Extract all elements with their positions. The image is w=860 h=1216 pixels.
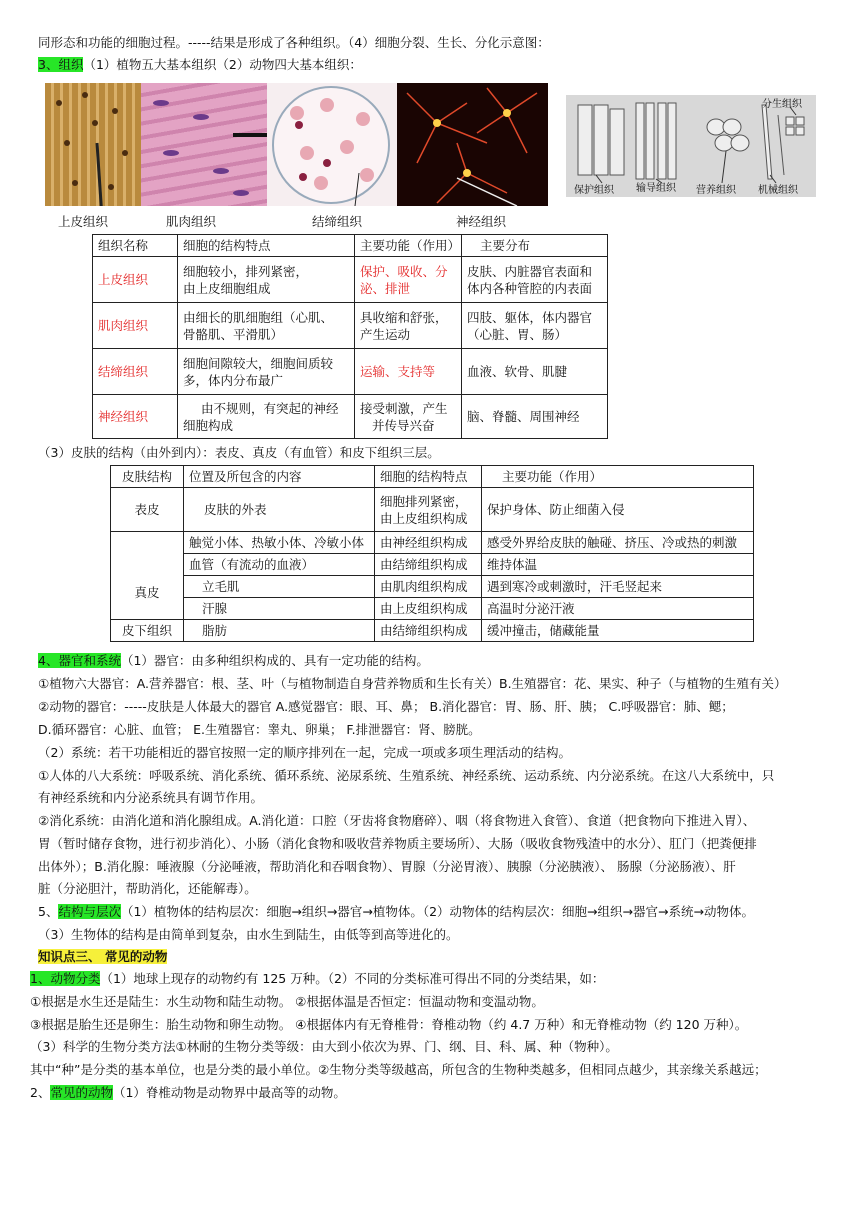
table-row [111, 554, 754, 576]
caption-nerve: 神经组织 [456, 214, 507, 229]
nerve-tissue-photo [397, 83, 548, 206]
skin-structure: 由神经组织构成 [375, 532, 482, 554]
common-animals-heading: 2、常见的动物（1）脊椎动物是动物界中最高等的动物。 [30, 1085, 346, 1100]
header-cell: 主要功能（作用） [482, 466, 754, 488]
section-3-heading: 3、组织（1）植物五大基本组织（2）动物四大基本组织： [38, 57, 362, 72]
header-cell: 细胞的结构特点 [178, 235, 355, 257]
table-row [111, 488, 754, 532]
text-line: （3）生物体的结构是由简单到复杂，由水生到陆生，由低等到高等进化的。 [38, 927, 459, 942]
skin-structure: 由肌肉组织构成 [375, 576, 482, 598]
section-4-heading: 4、器官和系统（1）器官：由多种组织构成的、具有一定功能的结构。 [38, 653, 429, 668]
table-row [93, 349, 608, 395]
text-line: ①人体的八大系统：呼吸系统、消化系统、循环系统、泌尿系统、生殖系统、神经系统、运动系统、内分泌系统。在这八大系统中，只 [38, 768, 775, 783]
header-cell: 位置及所包含的内容 [184, 466, 375, 488]
epithelial-tissue-photo [45, 83, 141, 206]
table-header-row [111, 466, 754, 488]
table-row [93, 303, 608, 349]
text-line: 其中“种”是分类的基本单位，也是分类的最小单位。②生物分类等级越高，所包含的生物种类越多，但相同点越少，其亲缘关系越远； [30, 1062, 767, 1077]
text-line: （3）科学的生物分类方法①林耐的生物分类等级：由大到小依次为界、门、纲、目、科、属、种（物种）。 [30, 1039, 618, 1054]
table-row [93, 395, 608, 439]
text-line: ①植物六大器官：A.营养器官：根、茎、叶（与植物制造自身营养物质和生长有关）B.生殖器官：花、果实、种子（与植物的生殖有关） [38, 676, 787, 691]
skin-content: 汗腺 [184, 598, 375, 620]
skin-function: 保护身体、防止细菌入侵 [482, 488, 754, 532]
tissue-name: 结缔组织 [93, 349, 178, 395]
skin-layer-name: 表皮 [111, 488, 184, 532]
muscle-tissue-photo [141, 83, 267, 206]
skin-content: 脂肪 [184, 620, 375, 642]
header-cell: 皮肤结构 [111, 466, 184, 488]
tissue-distribution: 四肢、躯体，体内器官 （心脏、胃、肠） [462, 303, 608, 349]
caption-muscle: 肌肉组织 [166, 214, 217, 229]
text-line: 脏（分泌胆汁，帮助消化，还能解毒）。 [38, 881, 257, 896]
text-line: ③根据是胎生还是卵生：胎生动物和卵生动物。 ④根据体内有无脊椎骨：脊椎动物（约 4.7 万种）和无脊椎动物（约 120 万种）。 [30, 1017, 748, 1032]
text-line: 胃（暂时储存食物，进行初步消化）、小肠（消化食物和吸收营养物质主要场所）、大肠（吸收食物残渣中的水分）、肛门（把粪便排 [38, 836, 757, 851]
caption-connective: 结缔组织 [312, 214, 363, 229]
tissue-function: 运输、支持等 [355, 349, 462, 395]
table-row [111, 598, 754, 620]
knowledge-point-3-heading: 知识点三、 常见的动物 [38, 949, 168, 964]
tissue-distribution: 血液、软骨、肌腱 [462, 349, 608, 395]
tissue-name: 上皮组织 [93, 257, 178, 303]
skin-function: 维持体温 [482, 554, 754, 576]
text-line: D.循环器官：心脏、血管； E.生殖器官：睾丸、卵巢； F.排泄器官：肾、膀胱。 [38, 722, 481, 737]
intro-line: 同形态和功能的细胞过程。-----结果是形成了各种组织。（4）细胞分裂、生长、分化示意图： [38, 35, 550, 50]
skin-function: 高温时分泌汗液 [482, 598, 754, 620]
skin-structure: 细胞排列紧密， 由上皮组织构成 [375, 488, 482, 532]
skin-structure: 由结缔组织构成 [375, 554, 482, 576]
skin-content: 血管（有流动的血液） [184, 554, 375, 576]
tissue-structure: 细胞较小，排列紧密， 由上皮细胞组成 [178, 257, 355, 303]
table-header-row [93, 235, 608, 257]
plant-label-protective: 保护组织 [574, 185, 614, 196]
tissue-structure: 由不规则，有突起的神经 细胞构成 [178, 395, 355, 439]
animal-classification-heading: 1、动物分类（1）地球上现存的动物约有 125 万种。（2）不同的分类标准可得出不同的分类结果，如： [30, 971, 605, 986]
skin-structure: 由结缔组织构成 [375, 620, 482, 642]
header-cell: 组织名称 [93, 235, 178, 257]
skin-structure-line: （3）皮肤的结构（由外到内）：表皮、真皮（有血管）和皮下组织三层。 [38, 445, 440, 460]
tissue-function: 接受刺激，产生 并传导兴奋 [355, 395, 462, 439]
plant-label-conducting: 输导组织 [636, 183, 676, 194]
skin-content: 触觉小体、热敏小体、冷敏小体 [184, 532, 375, 554]
header-cell: 主要功能（作用） [355, 235, 462, 257]
skin-function: 遇到寒冷或刺激时，汗毛竖起来 [482, 576, 754, 598]
text-line: ②动物的器官：-----皮肤是人体最大的器官 A.感觉器官：眼、耳、鼻； B.消化器官：胃、肠、肝、胰； C.呼吸器官：肺、鳃； [38, 699, 734, 714]
text-line: 有神经系统和内分泌系统具有调节作用。 [38, 790, 264, 805]
plant-tissue-diagram [566, 95, 816, 197]
section-5-heading: 5、结构与层次（1）植物体的结构层次：细胞→组织→器官→植物体。（2）动物体的结构层次：细胞→组织→器官→系统→动物体。 [38, 904, 754, 919]
skin-function: 感受外界给皮肤的触碰、挤压、冷或热的刺激 [482, 532, 754, 554]
skin-table [110, 465, 754, 642]
tissue-name: 肌肉组织 [93, 303, 178, 349]
skin-layer-name: 真皮 [111, 532, 184, 620]
tissue-function: 保护、吸收、分 泌、排泄 [355, 257, 462, 303]
table-row [93, 257, 608, 303]
skin-layer-name: 皮下组织 [111, 620, 184, 642]
text-line: （2）系统：若干功能相近的器官按照一定的顺序排列在一起，完成一项或多项生理活动的结构。 [38, 745, 571, 760]
tissue-structure: 细胞间隙较大，细胞间质较 多，体内分布最广 [178, 349, 355, 395]
table-row [111, 532, 754, 554]
plant-label-mechanical: 机械组织 [758, 185, 798, 196]
text-line: ①根据是水生还是陆生：水生动物和陆生动物。 ②根据体温是否恒定：恒温动物和变温动物。 [30, 994, 544, 1009]
header-cell: 主要分布 [462, 235, 608, 257]
tissue-function: 具收缩和舒张， 产生运动 [355, 303, 462, 349]
tissue-distribution: 皮肤、内脏器官表面和 体内各种管腔的内表面 [462, 257, 608, 303]
text-line: ②消化系统：由消化道和消化腺组成。A.消化道：口腔（牙齿将食物磨碎）、咽（将食物进入食管）、食道（把食物向下推进入胃）、 [38, 813, 756, 828]
skin-content: 立毛肌 [184, 576, 375, 598]
tissue-distribution: 脑、脊髓、周围神经 [462, 395, 608, 439]
table-row [111, 620, 754, 642]
tissue-structure: 由细长的肌细胞组（心肌、 骨骼肌、平滑肌） [178, 303, 355, 349]
text-line: 出体外）；B.消化腺：唾液腺（分泌唾液，帮助消化和吞咽食物）、胃腺（分泌胃液）、胰腺（分泌胰液）、 肠腺（分泌肠液）、肝 [38, 859, 736, 874]
tissue-table [92, 234, 608, 439]
skin-structure: 由上皮组织构成 [375, 598, 482, 620]
table-row [111, 576, 754, 598]
skin-content: 皮肤的外表 [184, 488, 375, 532]
caption-epithelial: 上皮组织 [58, 214, 109, 229]
header-cell: 细胞的结构特点 [375, 466, 482, 488]
plant-label-nutritive: 营养组织 [696, 185, 736, 196]
skin-function: 缓冲撞击，储藏能量 [482, 620, 754, 642]
connective-tissue-photo [267, 83, 397, 206]
plant-label-meristem: 分生组织 [762, 99, 802, 110]
tissue-name: 神经组织 [93, 395, 178, 439]
